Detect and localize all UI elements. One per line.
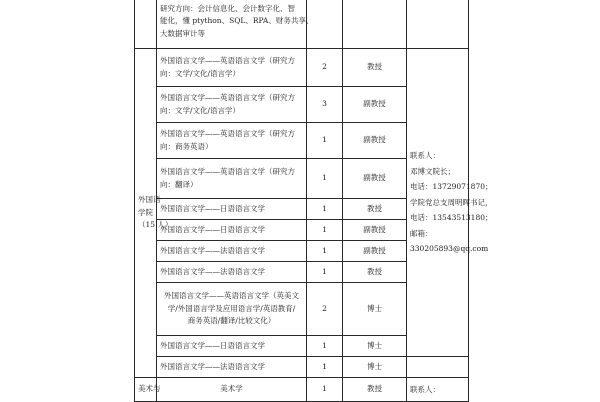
major-cell: 外国语言文学——英语语言文学（研究方 向：翻译） [157,159,307,199]
count-cell: 1 [307,159,343,199]
major-cell: 外国语言文学——法语语言文学 [157,357,307,378]
count-cell: 1 [307,262,343,283]
table-row [135,49,469,87]
table-row [135,357,469,378]
title-cell: 副教授 [343,123,407,159]
title-cell: 副教授 [343,241,407,262]
major-cell: 研究方向：会计信息化、会计数字化、智 能化，懂 ptython、SQL、RPA、财务共享、 大数据审计等 [157,0,307,49]
title-cell: 教授 [343,378,407,402]
title-cell: 博士 [343,336,407,357]
title-cell: 教授 [343,49,407,87]
count-cell: 1 [307,241,343,262]
title-cell: 博士 [343,283,407,336]
college-name-cell: 外国语 学院 （15 人） [135,49,157,378]
major-cell: 外国语言文学——英语语言文学（研究方 向：文学/文化/语言学） [157,49,307,87]
count-cell: 3 [307,87,343,123]
major-cell: 外国语言文学——法语语言文学 [157,262,307,283]
count-cell: 1 [307,357,343,378]
contact-cell [407,0,469,49]
major-cell: 美术学 [157,378,307,402]
table-row [135,378,469,402]
major-cell: 外国语言文学——法语语言文学 [157,241,307,262]
major-cell: 外国语言文学——英语语言文学（研究方 向：商务英语） [157,123,307,159]
title-cell [343,0,407,49]
title-cell: 副教授 [343,159,407,199]
title-cell: 教授 [343,199,407,220]
contact-cell: 联系人： [407,378,469,402]
count-cell: 1 [307,220,343,241]
title-cell: 副教授 [343,220,407,241]
contact-cell [407,357,469,378]
title-cell: 博士 [343,357,407,378]
count-cell: 2 [307,283,343,336]
count-cell: 1 [307,336,343,357]
title-cell: 副教授 [343,87,407,123]
contact-cell: 联系人： 邓博文院长； 电话：13729071870； 学院党总支周明晖书记， 电话：13543513180； 邮箱： 330205893@qq.com [407,49,469,357]
count-cell: 1 [307,378,343,402]
count-cell: 1 [307,199,343,220]
count-cell: 1 [307,123,343,159]
college-cell [135,0,157,49]
major-cell: 外国语言文学——日语语言文学 [157,199,307,220]
college-name-cell: 美术与 [135,378,157,402]
major-cell: 外国语言文学——英语语言文学（研究方 向：文学/文化/语言学） [157,87,307,123]
title-cell: 教授 [343,262,407,283]
table-row [135,0,469,49]
count-cell: 2 [307,49,343,87]
recruitment-table [134,0,493,402]
major-cell: 外国语言文学——日语语言文学 [157,220,307,241]
major-cell: 外国语言文学——日语语言文学 [157,336,307,357]
major-cell: 外国语言文学——英语语言文学（英美文 学/外国语言学及应用语言学/英语教育/ 商务英语/翻译/比较文化） [157,283,307,336]
